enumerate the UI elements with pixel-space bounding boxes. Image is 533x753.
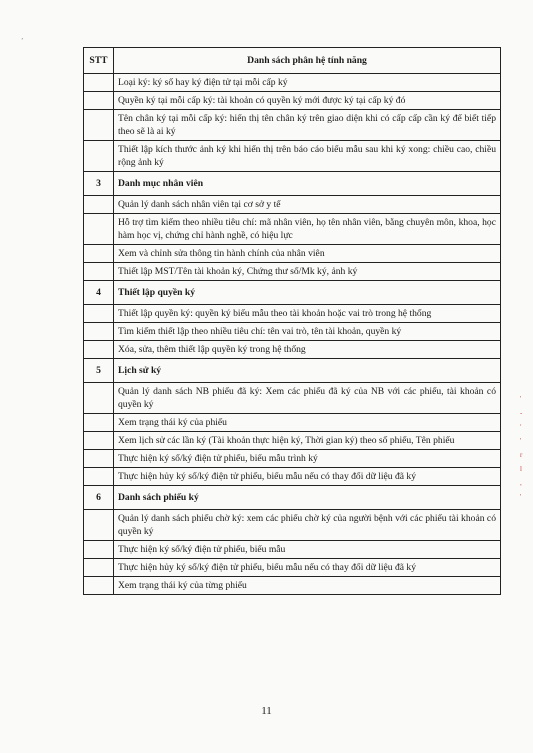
feature-item: Quản lý danh sách NB phiếu đã ký: Xem các phiếu đã ký của NB với các phiếu, tài khoản có quyền ký	[114, 383, 501, 414]
feature-item: Tìm kiếm thiết lập theo nhiều tiêu chí: tên vai trò, tên tài khoản, quyền ký	[114, 323, 501, 341]
stt-empty-cell	[84, 432, 114, 450]
stt-empty-cell	[84, 450, 114, 468]
item-row	[84, 383, 501, 414]
stt-empty-cell	[84, 414, 114, 432]
feature-item: Xem lịch sử các lần ký (Tài khoản thực hiện ký, Thời gian ký) theo số phiếu, Tên phiếu	[114, 432, 501, 450]
feature-item: Thực hiện ký số/ký điện tử phiếu, biểu mẫu trình ký	[114, 450, 501, 468]
feature-item: Thực hiện ký số/ký điện tử phiếu, biểu mẫu	[114, 541, 501, 559]
margin-mark: r	[520, 451, 523, 459]
section-number: 4	[84, 281, 114, 305]
feature-item: Quyền ký tại mỗi cấp ký: tài khoản có quyền ký mới được ký tại cấp ký đó	[114, 92, 501, 110]
scan-mark: ʼ	[21, 37, 24, 45]
item-row	[84, 541, 501, 559]
header-stt: STT	[84, 48, 114, 74]
feature-item: Xem trạng thái ký của từng phiếu	[114, 577, 501, 595]
item-row	[84, 263, 501, 281]
margin-mark: -	[520, 409, 523, 417]
feature-item: Thực hiện hủy ký số/ký điện tử phiếu, biểu mẫu nếu có thay đổi dữ liệu đã ký	[114, 559, 501, 577]
item-row	[84, 468, 501, 486]
feature-item: Xóa, sửa, thêm thiết lập quyền ký trong hệ thống	[114, 341, 501, 359]
feature-item: Tên chân ký tại mỗi cấp ký: hiển thị tên chân ký trên giao diện khi có cấp cấp cần ký để biết tiếp theo sẽ là ai ký	[114, 110, 501, 141]
section-number: 3	[84, 172, 114, 196]
stt-empty-cell	[84, 577, 114, 595]
section-number: 6	[84, 486, 114, 510]
item-row	[84, 414, 501, 432]
stt-empty-cell	[84, 263, 114, 281]
feature-item: Xem trạng thái ký của phiếu	[114, 414, 501, 432]
section-row	[84, 172, 501, 196]
margin-marks	[520, 392, 528, 504]
margin-mark: l	[520, 465, 522, 473]
margin-mark: ʹ	[520, 423, 522, 431]
stt-empty-cell	[84, 541, 114, 559]
section-row	[84, 486, 501, 510]
stt-empty-cell	[84, 305, 114, 323]
table-body	[84, 74, 501, 595]
feature-item: Xem và chỉnh sửa thông tin hành chính của nhân viên	[114, 245, 501, 263]
margin-mark: '	[520, 395, 522, 403]
stt-empty-cell	[84, 92, 114, 110]
feature-item: Thiết lập quyền ký: quyền ký biểu mẫu theo tài khoản hoặc vai trò trong hệ thống	[114, 305, 501, 323]
feature-item: Thiết lập MST/Tên tài khoản ký, Chứng thư số/Mk ký, ảnh ký	[114, 263, 501, 281]
table-header-row	[84, 48, 501, 74]
stt-empty-cell	[84, 559, 114, 577]
item-row	[84, 341, 501, 359]
item-row	[84, 577, 501, 595]
item-row	[84, 245, 501, 263]
stt-empty-cell	[84, 510, 114, 541]
item-row	[84, 74, 501, 92]
item-row	[84, 450, 501, 468]
section-row	[84, 281, 501, 305]
stt-empty-cell	[84, 196, 114, 214]
header-features: Danh sách phân hệ tính năng	[114, 48, 501, 74]
stt-empty-cell	[84, 214, 114, 245]
stt-empty-cell	[84, 141, 114, 172]
feature-item: Thiết lập kích thước ảnh ký khi hiển thị trên báo cáo biểu mẫu sau khi ký xong: chiều cao, chiều rộng ảnh ký	[114, 141, 501, 172]
section-row	[84, 359, 501, 383]
item-row	[84, 305, 501, 323]
feature-item: Loại ký: ký số hay ký điện tử tại mỗi cấp ký	[114, 74, 501, 92]
feature-table	[83, 47, 501, 595]
section-title: Danh sách phiếu ký	[114, 486, 501, 510]
item-row	[84, 559, 501, 577]
item-row	[84, 110, 501, 141]
item-row	[84, 196, 501, 214]
margin-mark: ,	[520, 479, 522, 487]
item-row	[84, 510, 501, 541]
margin-mark: '	[520, 437, 522, 445]
stt-empty-cell	[84, 245, 114, 263]
feature-item: Hỗ trợ tìm kiếm theo nhiều tiêu chí: mã nhân viên, họ tên nhân viên, bằng chuyên môn, khoa, học hàm học vị, chứng chỉ hành nghề, có hiệu lực	[114, 214, 501, 245]
stt-empty-cell	[84, 74, 114, 92]
section-number: 5	[84, 359, 114, 383]
item-row	[84, 214, 501, 245]
item-row	[84, 141, 501, 172]
section-title: Lịch sử ký	[114, 359, 501, 383]
page-number: 11	[261, 705, 272, 717]
feature-item: Thực hiện hủy ký số/ký điện tử phiếu, biểu mẫu nếu có thay đổi dữ liệu đã ký	[114, 468, 501, 486]
feature-item: Quản lý danh sách nhân viên tại cơ sở y tế	[114, 196, 501, 214]
item-row	[84, 92, 501, 110]
stt-empty-cell	[84, 468, 114, 486]
section-title: Thiết lập quyền ký	[114, 281, 501, 305]
item-row	[84, 323, 501, 341]
section-title: Danh mục nhân viên	[114, 172, 501, 196]
stt-empty-cell	[84, 383, 114, 414]
stt-empty-cell	[84, 341, 114, 359]
margin-mark: '	[520, 493, 522, 501]
stt-empty-cell	[84, 323, 114, 341]
feature-item: Quản lý danh sách phiếu chờ ký: xem các phiếu chờ ký của người bệnh với các phiếu tài khoản có quyền ký	[114, 510, 501, 541]
stt-empty-cell	[84, 110, 114, 141]
item-row	[84, 432, 501, 450]
